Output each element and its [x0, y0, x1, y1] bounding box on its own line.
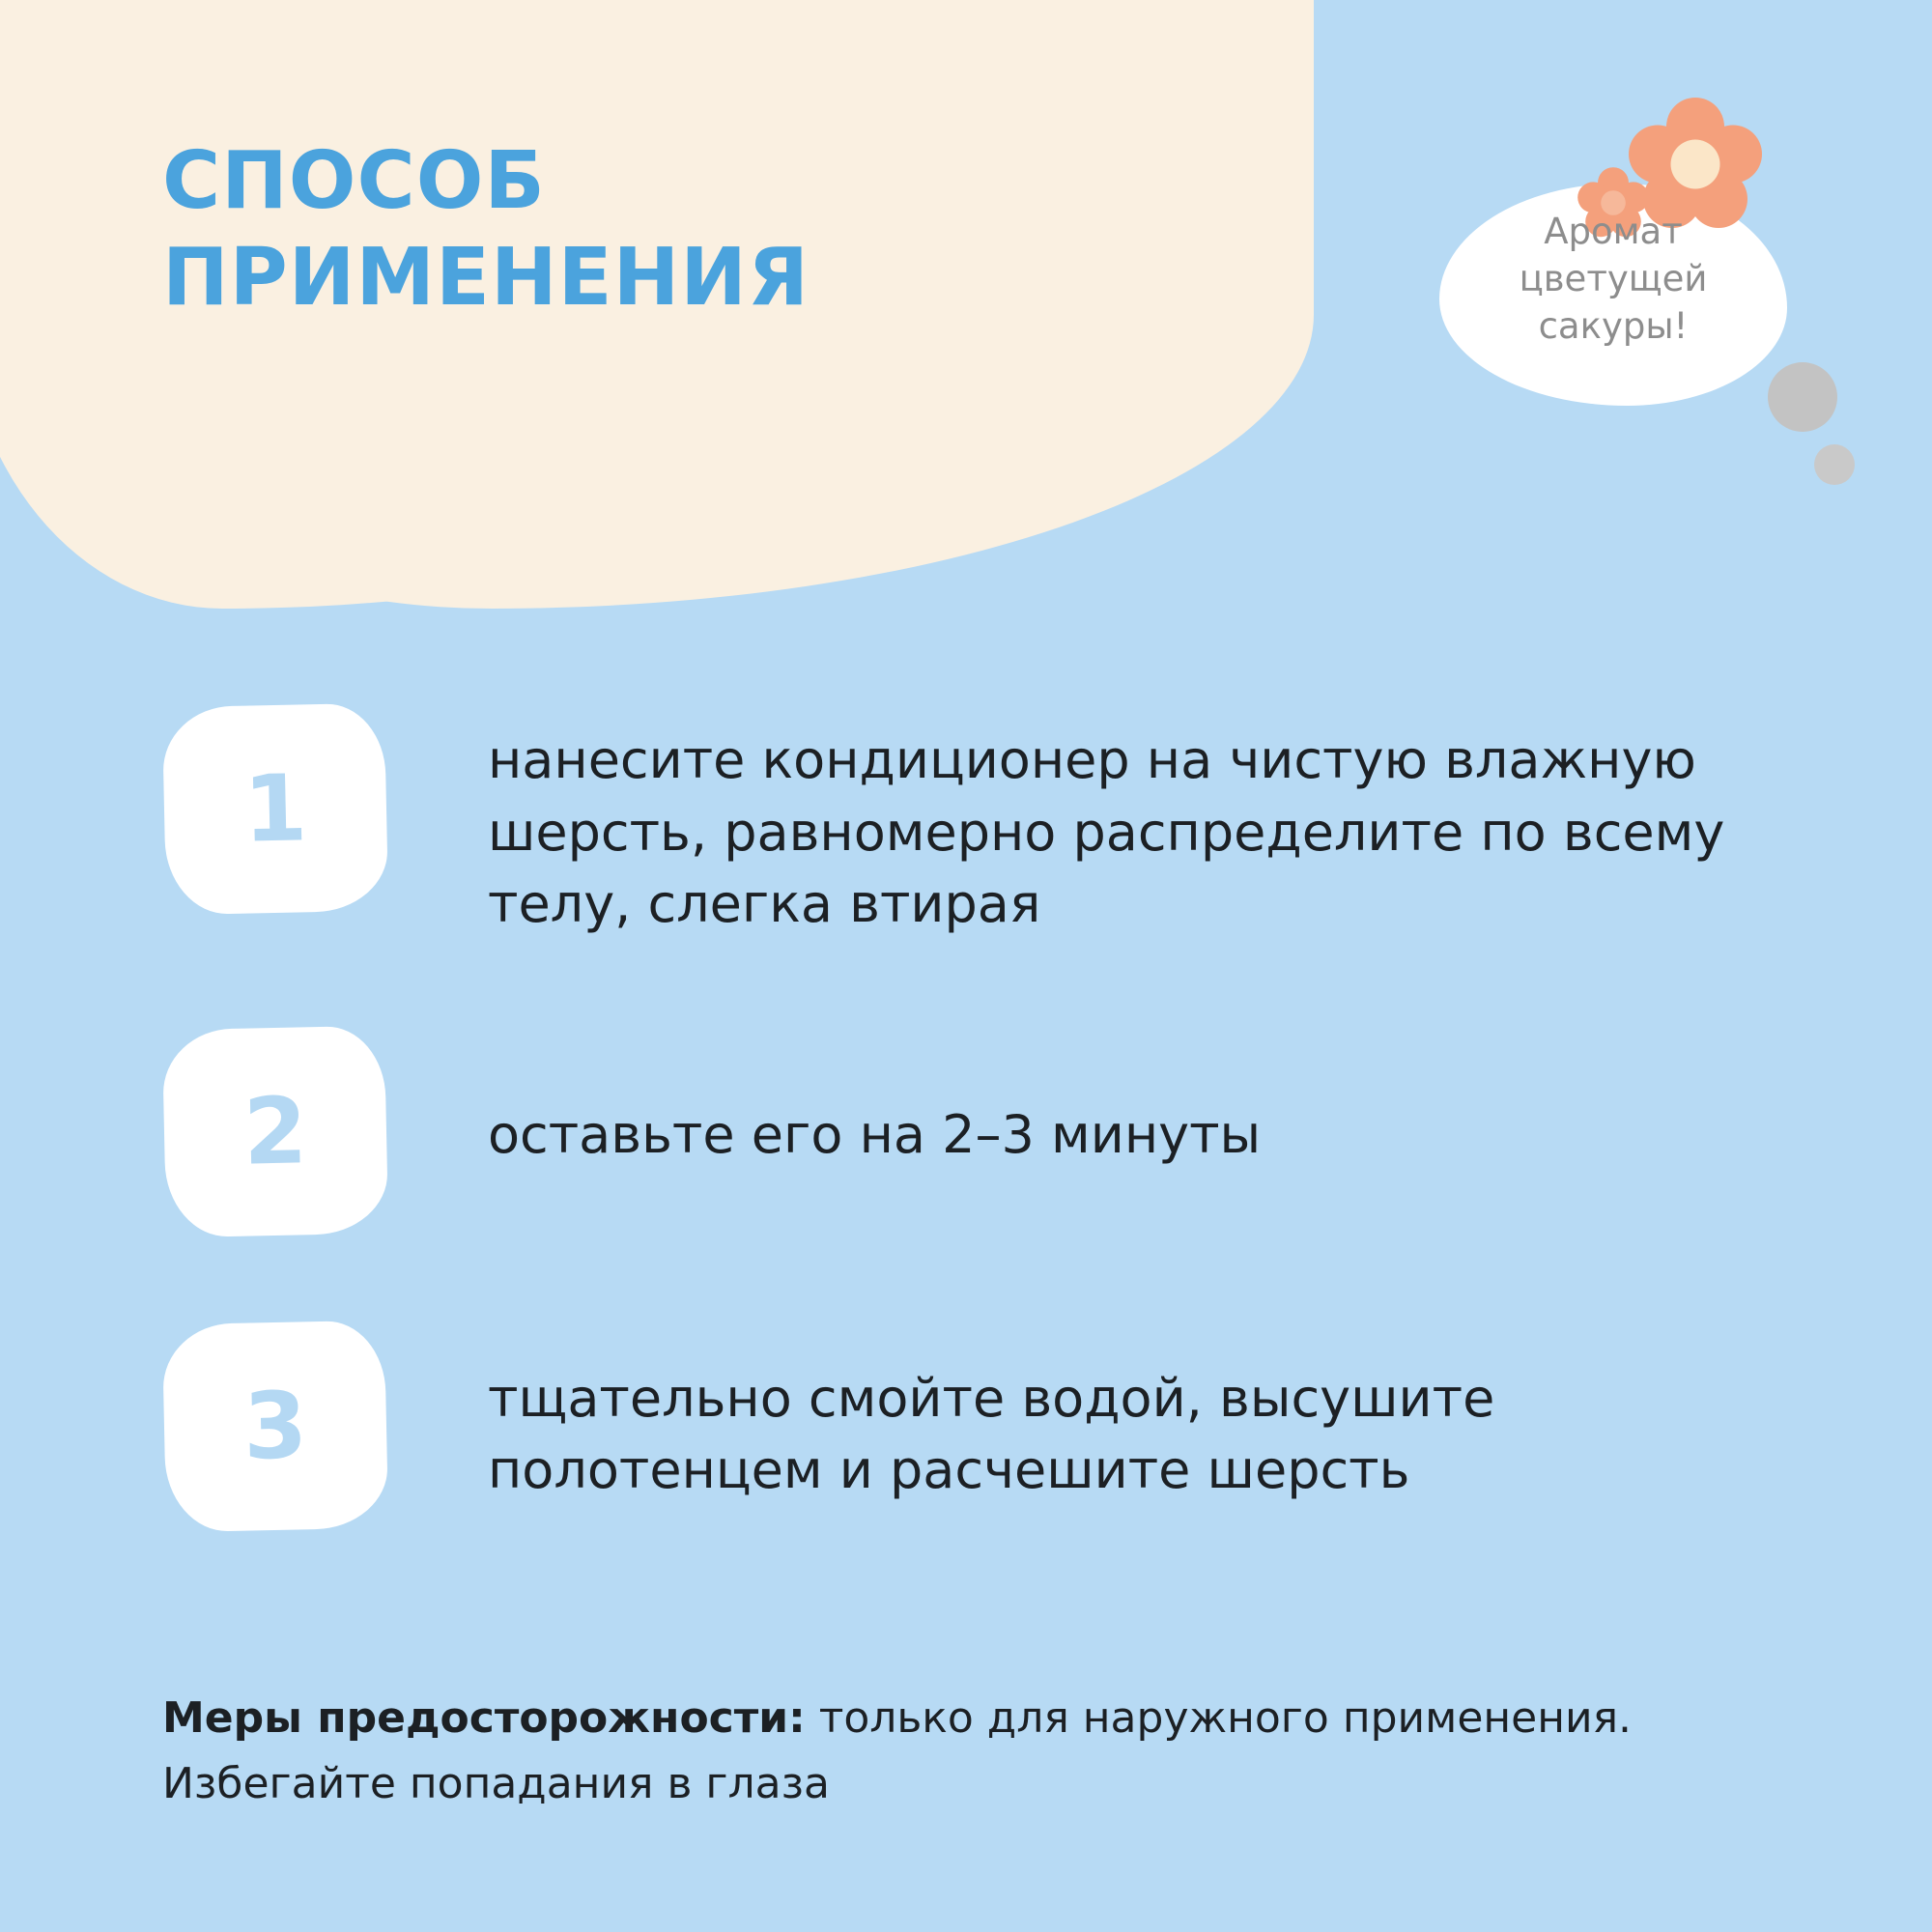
page-title-line-1: СПОСОБ: [162, 135, 546, 227]
page-title: [162, 133, 810, 327]
list-item: [0, 705, 1932, 941]
list-item: [0, 1028, 1932, 1236]
step-number-badge: [162, 1025, 388, 1237]
precautions-text: только для наружного применения. Избегайте попадания в глаза: [162, 1693, 1633, 1809]
scent-callout-line-2: цветущей: [1519, 258, 1708, 300]
step-text: оставьте его на 2–3 минуты: [488, 1103, 1262, 1165]
step-number: 3: [242, 1372, 309, 1480]
scent-callout-line-3: сакуры!: [1538, 305, 1689, 348]
step-number-badge: [162, 703, 388, 916]
list-item: [0, 1322, 1932, 1530]
scent-callout-text: [1439, 208, 1787, 351]
scent-callout-line-1: Аромат: [1544, 211, 1683, 252]
step-text: тщательно смойте водой, высушите полотенцем и расчешите шерсть: [488, 1367, 1495, 1501]
page-title-line-2: ПРИМЕНЕНИЯ: [162, 232, 810, 325]
decorative-dot-large: [1768, 362, 1837, 432]
precautions-note: [162, 1686, 1727, 1817]
step-number: 1: [242, 754, 309, 864]
step-number-badge: [162, 1320, 388, 1532]
steps-list: [0, 705, 1932, 1617]
step-text: нанесите кондиционер на чистую влажную шерсть, равномерно распределите по всему телу, слегка втирая: [488, 729, 1725, 935]
scent-callout: [1439, 155, 1797, 435]
step-number: 2: [242, 1077, 309, 1185]
precautions-label: Меры предосторожности:: [162, 1693, 806, 1743]
decorative-dot-small: [1814, 444, 1855, 485]
